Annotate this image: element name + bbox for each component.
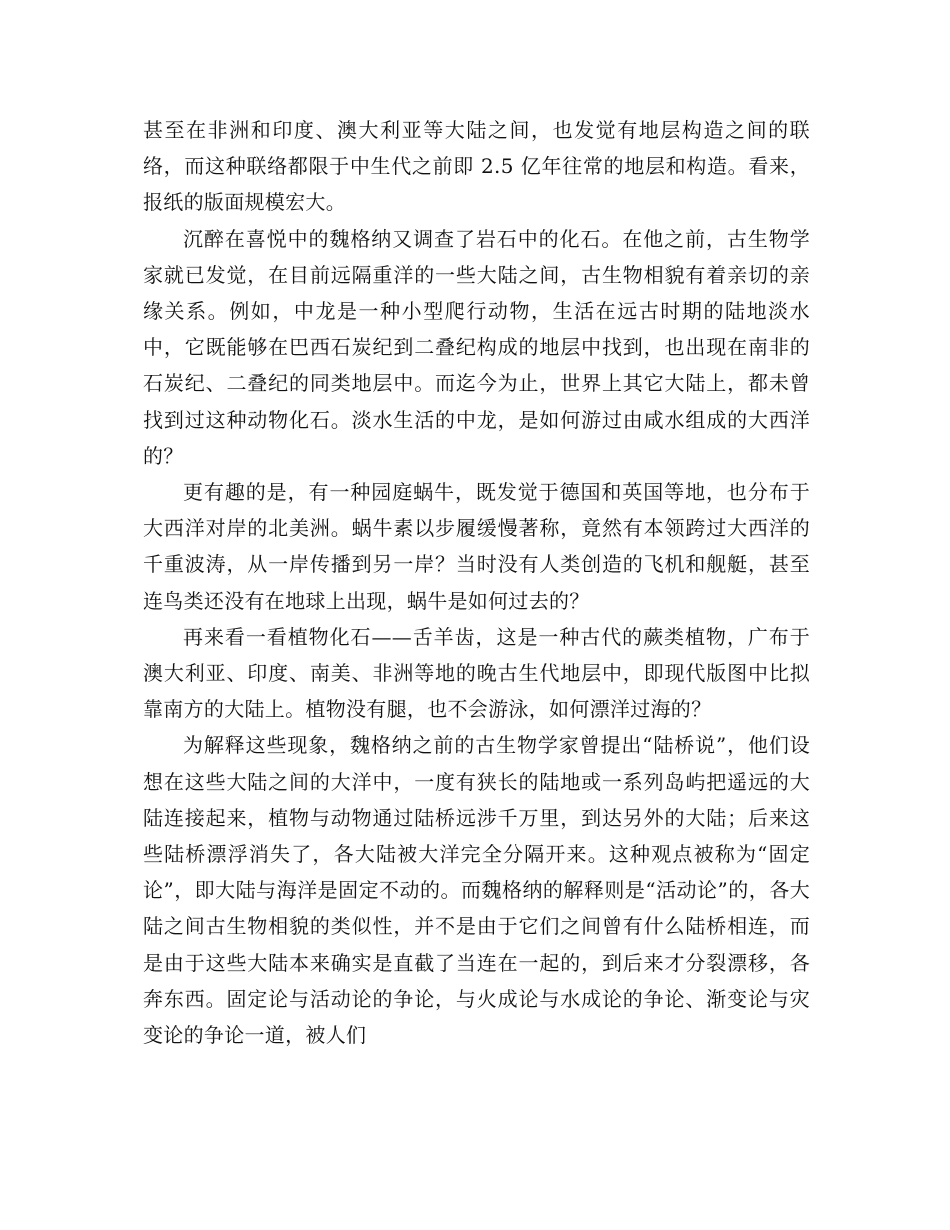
- paragraph-5: 为解释这些现象，魏格纳之前的古生物学家曾提出“陆桥说”，他们设想在这些大陆之间的大洋中，一度有狭长的陆地或一系列岛屿把遥远的大陆连接起来，植物与动物通过陆桥远涉千万里，到达另外的大陆；后来这些陆桥漂浮消失了，各大陆被大洋完全分隔开来。这种观点被称为“固定论”，即大陆与海洋是固定不动的。而魏格纳的解释则是“活动论”的，各大陆之间古生物相貌的类似性，并不是由于它们之间曾有什么陆桥相连，而是由于这些大陆本来确实是直截了当连在一起的，到后来才分裂漂移，各奔东西。固定论与活动论的争论，与火成论与水成论的争论、渐变论与灾变论的争论一道，被人们: [143, 733, 810, 1048]
- document-page: [143, 112, 810, 1053]
- paragraph-3: 更有趣的是，有一种园庭蜗牛，既发觉于德国和英国等地，也分布于大西洋对岸的北美洲。蜗牛素以步履缓慢著称，竟然有本领跨过大西洋的千重波涛，从一岸传播到另一岸？当时没有人类创造的飞机和舰艇，甚至连鸟类还没有在地球上出现，蜗牛是如何过去的？: [143, 480, 810, 613]
- paragraph-1: 甚至在非洲和印度、澳大利亚等大陆之间，也发觉有地层构造之间的联络，而这种联络都限于中生代之前即 2.5 亿年往常的地层和构造。看来，报纸的版面规模宏大。: [143, 118, 810, 215]
- paragraph-4: 再来看一看植物化石——舌羊齿，这是一种古代的蕨类植物，广布于澳大利亚、印度、南美、非洲等地的晚古生代地层中，即现代版图中比拟靠南方的大陆上。植物没有腿，也不会游泳，如何漂洋过海的？: [143, 624, 810, 722]
- paragraph-2: 沉醉在喜悦中的魏格纳又调查了岩石中的化石。在他之前，古生物学家就已发觉，在目前远隔重洋的一些大陆之间，古生物相貌有着亲切的亲缘关系。例如，中龙是一种小型爬行动物，生活在远古时期的陆地淡水中，它既能够在巴西石炭纪到二叠纪构成的地层中找到，也出现在南非的石炭纪、二叠纪的同类地层中。而迄今为止，世界上其它大陆上，都未曾找到过这种动物化石。淡水生活的中龙，是如何游过由咸水组成的大西洋的？: [143, 226, 810, 468]
